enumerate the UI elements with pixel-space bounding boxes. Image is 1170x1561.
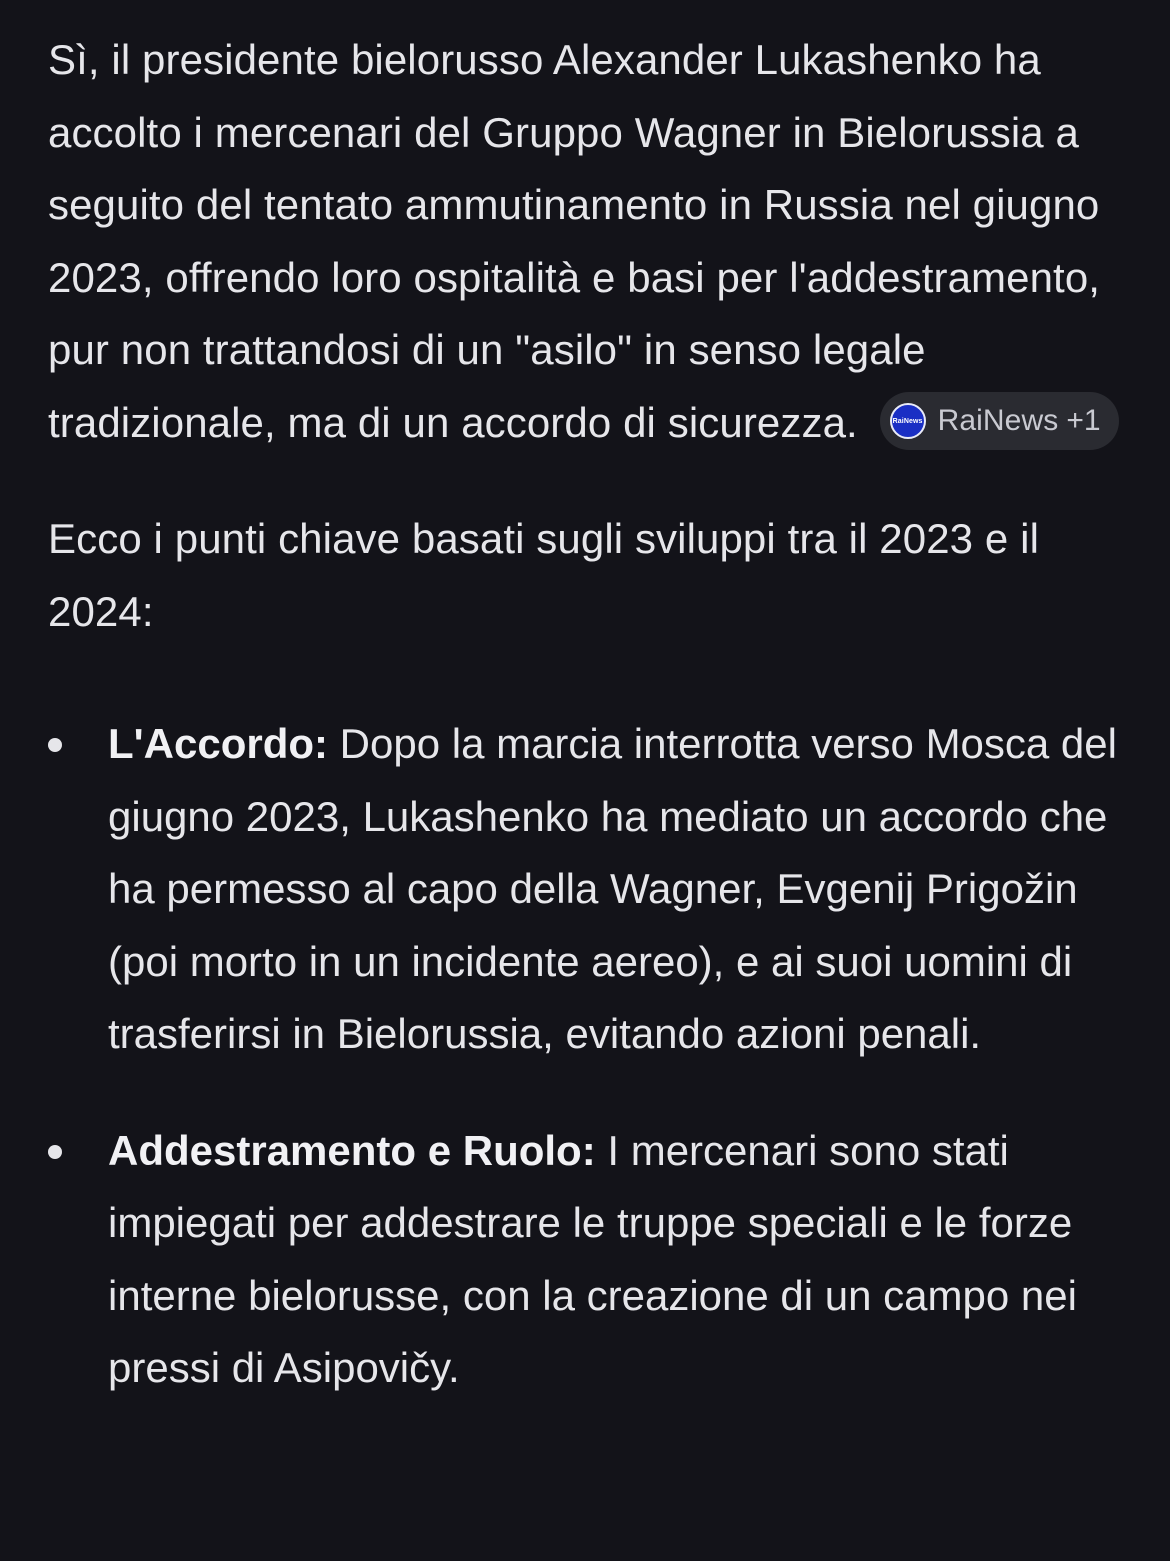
lead-paragraph: Ecco i punti chiave basati sugli sviluppi tra il 2023 e il 2024: [48,515,1039,635]
list-item [48,1115,1128,1405]
intro-paragraph [48,24,1128,459]
bullet-title: L'Accordo: [108,720,340,767]
bullet-icon [48,1145,62,1159]
source-chip-label: RaiNews [937,404,1059,438]
list-item [48,708,1128,1071]
bullet-title: Addestramento e Ruolo: [108,1126,608,1174]
bullet-text: I mercenari sono stati impiegati per addestrare le truppe speciali e le forze interne bielorusse, con la creazione di un campo nei pressi di Asipovičy. [108,1126,1077,1391]
source-chip-rainews[interactable] [880,392,1119,450]
bullet-text: Dopo la marcia interrotta verso Mosca del giugno 2023, Lukashenko ha mediato un accordo che ha permesso al capo della Wagner, Evgenij Prigožin (poi morto in un incidente aereo), e ai suoi uomini di trasferirsi in Bielorussia, evitando azioni penali. [108,720,1117,1057]
intro-text: Sì, il presidente bielorusso Alexander Lukashenko ha accolto i mercenari del Gruppo Wagner in Bielorussia a seguito del tentato ammutinamento in Russia nel giugno 2023, offrendo loro ospitalità e basi per l'addestramento, pur non trattandosi di un "asilo" in senso legale tradizionale, ma di un accordo di sicurezza. [48,36,1101,446]
bullet-icon [48,738,62,752]
rainews-logo-icon: RaiNews [890,403,926,439]
key-points-list [48,708,1128,1405]
answer-content [48,24,1128,1449]
source-chip-count: +1 [1066,404,1101,438]
